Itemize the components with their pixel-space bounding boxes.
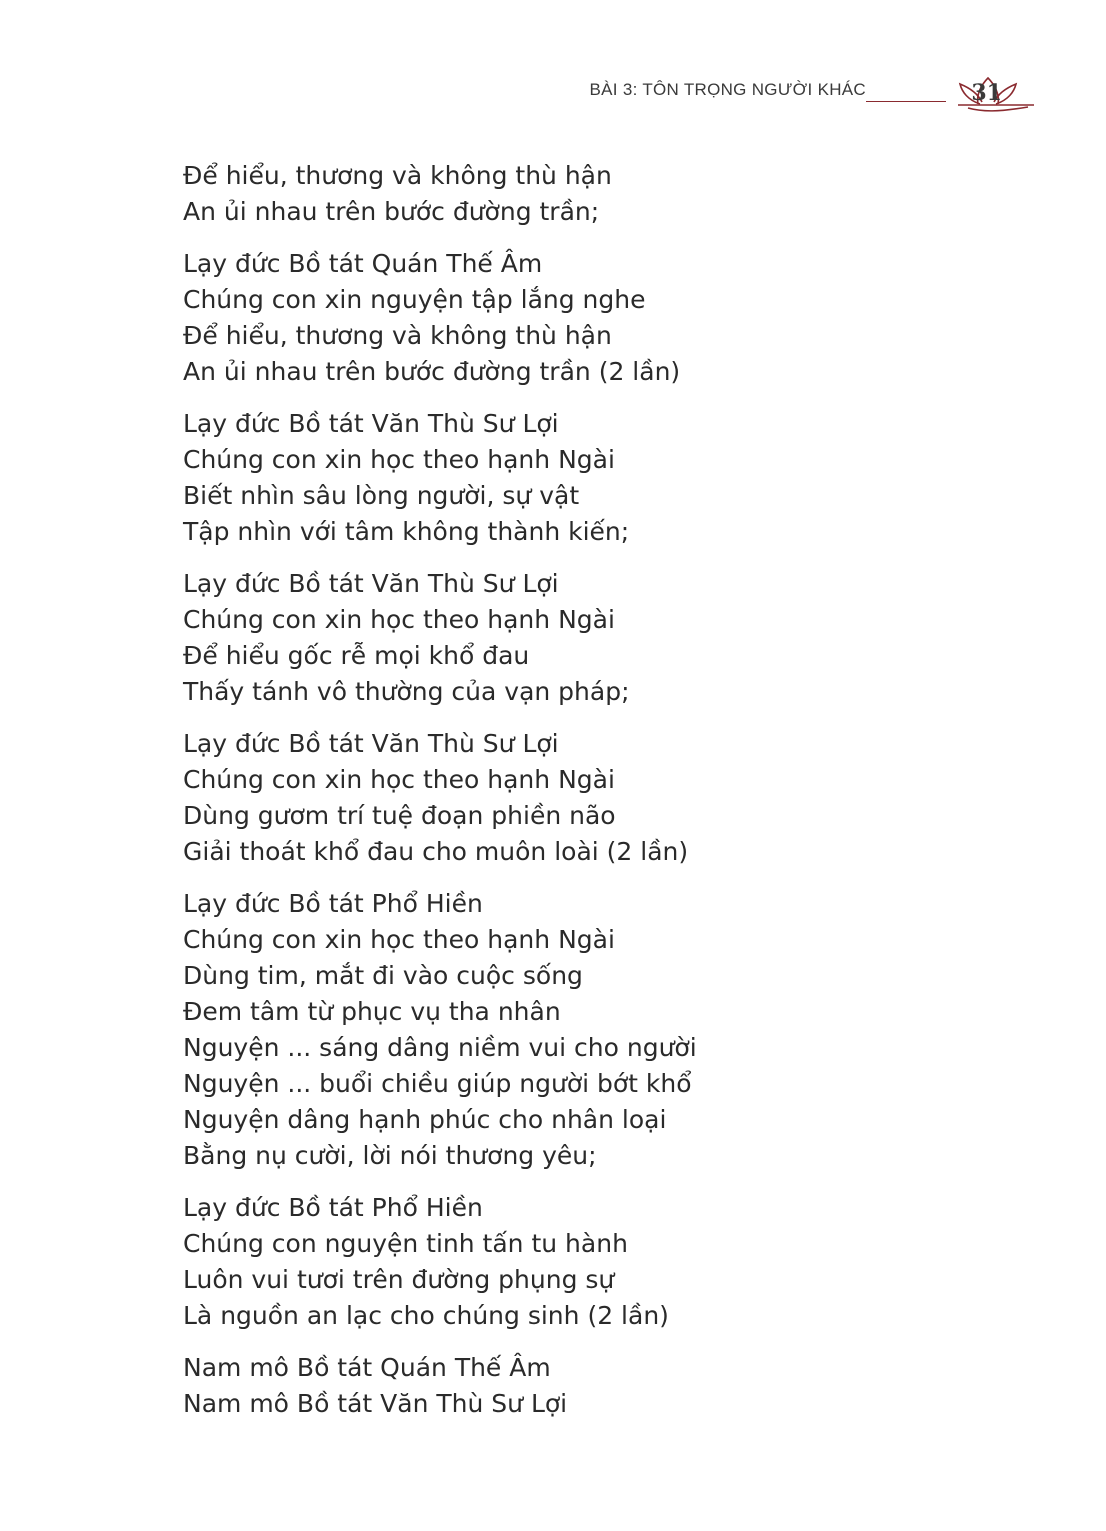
poem-line: Luôn vui tươi trên đường phụng sự (183, 1265, 615, 1294)
poem-line: Chúng con xin học theo hạnh Ngài (183, 605, 615, 634)
poem-line: Dùng tim, mắt đi vào cuộc sống (183, 961, 583, 990)
poem-stanza (183, 566, 963, 710)
poem-body (183, 158, 963, 1438)
poem-line: Thấy tánh vô thường của vạn pháp; (183, 677, 630, 706)
poem-line: Chúng con nguyện tinh tấn tu hành (183, 1229, 628, 1258)
poem-line: Để hiểu, thương và không thù hận (183, 161, 612, 190)
page-header (589, 74, 1038, 114)
poem-stanza (183, 1350, 963, 1422)
poem-line: Nguyện ... buổi chiều giúp người bớt khổ (183, 1069, 692, 1098)
poem-line: Tập nhìn với tâm không thành kiến; (183, 517, 630, 546)
poem-line: Nam mô Bồ tát Văn Thù Sư Lợi (183, 1389, 568, 1418)
poem-line: Để hiểu gốc rễ mọi khổ đau (183, 641, 530, 670)
poem-line: Đem tâm từ phục vụ tha nhân (183, 997, 561, 1026)
poem-line: Lạy đức Bồ tát Phổ Hiền (183, 889, 483, 918)
poem-stanza (183, 246, 963, 390)
poem-line: Chúng con xin học theo hạnh Ngài (183, 445, 615, 474)
poem-line: Lạy đức Bồ tát Quán Thế Âm (183, 249, 543, 278)
poem-line: Chúng con xin nguyện tập lắng nghe (183, 285, 646, 314)
chapter-title: BÀI 3: TÔN TRỌNG NGƯỜI KHÁC (589, 80, 866, 99)
poem-line: Lạy đức Bồ tát Văn Thù Sư Lợi (183, 729, 559, 758)
poem-stanza (183, 886, 963, 1174)
poem-line: An ủi nhau trên bước đường trần; (183, 197, 600, 226)
page-number: 31 (971, 80, 1002, 106)
poem-line: Chúng con xin học theo hạnh Ngài (183, 925, 615, 954)
poem-stanza (183, 1190, 963, 1334)
poem-stanza (183, 726, 963, 870)
poem-line: Chúng con xin học theo hạnh Ngài (183, 765, 615, 794)
poem-line: Lạy đức Bồ tát Phổ Hiền (183, 1193, 483, 1222)
poem-stanza (183, 406, 963, 550)
poem-stanza (183, 158, 963, 230)
poem-line: Dùng gươm trí tuệ đoạn phiền não (183, 801, 616, 830)
poem-line: Nguyện ... sáng dâng niềm vui cho người (183, 1033, 697, 1062)
poem-line: Để hiểu, thương và không thù hận (183, 321, 612, 350)
header-divider (866, 101, 946, 102)
poem-line: Bằng nụ cười, lời nói thương yêu; (183, 1141, 597, 1170)
poem-line: Lạy đức Bồ tát Văn Thù Sư Lợi (183, 409, 559, 438)
poem-line: Giải thoát khổ đau cho muôn loài (2 lần) (183, 837, 689, 866)
poem-line: Nguyện dâng hạnh phúc cho nhân loại (183, 1105, 667, 1134)
poem-line: Biết nhìn sâu lòng người, sự vật (183, 481, 580, 510)
poem-line: Nam mô Bồ tát Quán Thế Âm (183, 1353, 551, 1382)
poem-line: Lạy đức Bồ tát Văn Thù Sư Lợi (183, 569, 559, 598)
poem-line: Là nguồn an lạc cho chúng sinh (2 lần) (183, 1301, 669, 1330)
poem-line: An ủi nhau trên bước đường trần (2 lần) (183, 357, 681, 386)
